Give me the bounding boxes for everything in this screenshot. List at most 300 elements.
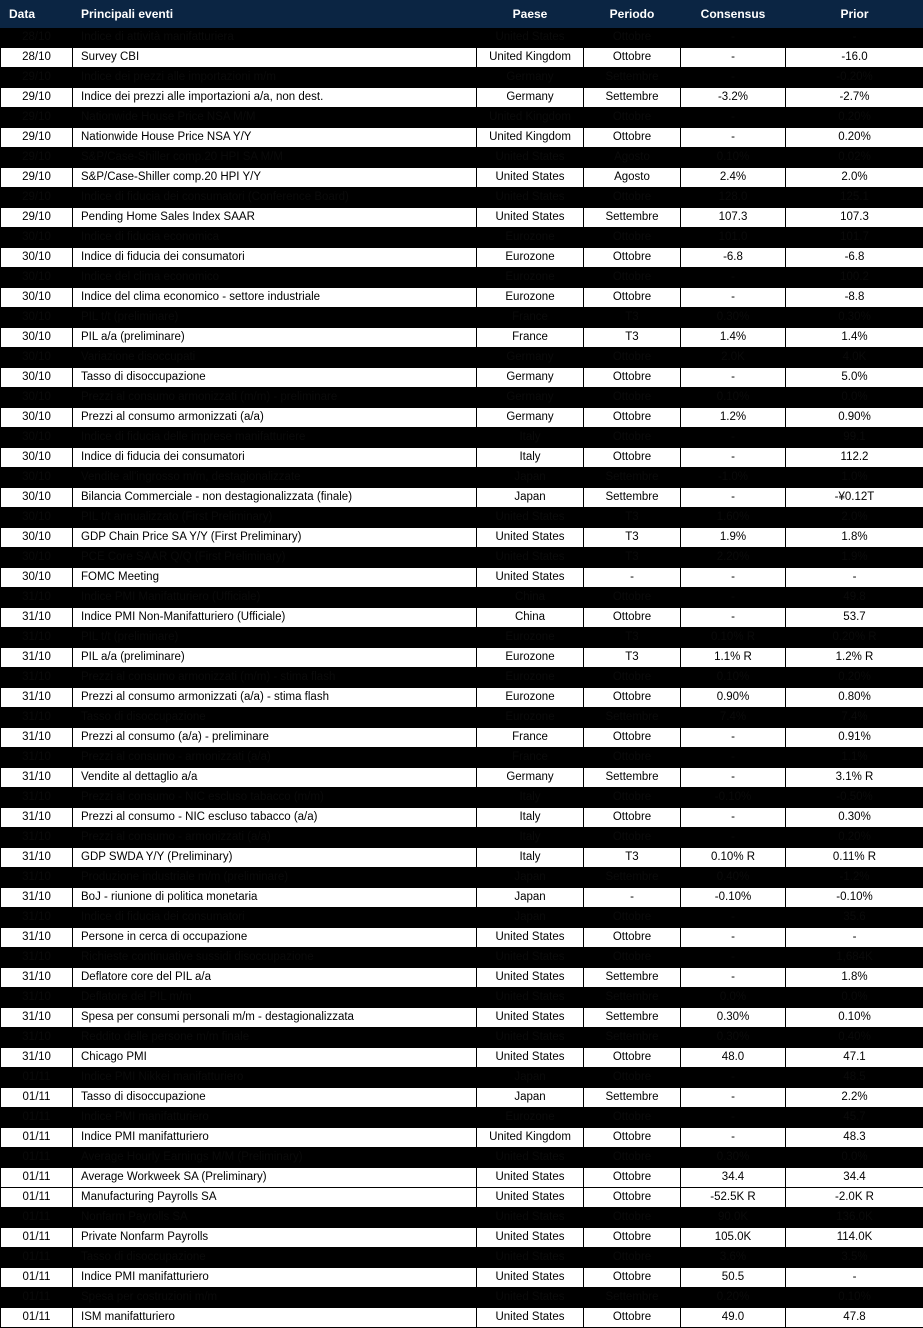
cell-prior: 1.1%	[786, 748, 923, 768]
cell-prior: 3.1% R	[786, 768, 923, 788]
cell-data: 30/10	[1, 388, 73, 408]
cell-event: Prezzi al consumo - armonizzati (a/a)	[73, 828, 477, 848]
cell-paese: Germany	[477, 768, 584, 788]
cell-event: PIL t/t annualizzato (First Preliminary)	[73, 508, 477, 528]
cell-consensus: -	[681, 448, 786, 468]
cell-data: 01/11	[1, 1268, 73, 1288]
cell-periodo: Ottobre	[584, 1208, 681, 1228]
cell-periodo: Ottobre	[584, 728, 681, 748]
cell-prior: -2.7%	[786, 88, 923, 108]
cell-prior: -1.2%	[786, 868, 923, 888]
cell-prior: 34.4	[786, 1168, 923, 1188]
cell-paese: United States	[477, 1228, 584, 1248]
table-row	[1, 568, 923, 588]
cell-event: Produzione industriale m/m (preliminare)	[73, 868, 477, 888]
cell-consensus: 128.0	[681, 188, 786, 208]
cell-prior: -0.20%	[786, 68, 923, 88]
table-row	[1, 1248, 923, 1268]
column-header-eventi: Principali eventi	[73, 1, 477, 28]
cell-data: 31/10	[1, 728, 73, 748]
cell-event: Survey CBI	[73, 48, 477, 68]
cell-data: 29/10	[1, 208, 73, 228]
cell-event: Prezzi al consumo armonizzati (m/m) - stima flash	[73, 668, 477, 688]
cell-event: Indice di attività manifatturiera	[73, 28, 477, 48]
cell-periodo: Ottobre	[584, 948, 681, 968]
cell-event: Tasso di disoccupazione	[73, 368, 477, 388]
cell-paese: Eurozone	[477, 708, 584, 728]
cell-periodo: Ottobre	[584, 48, 681, 68]
cell-data: 31/10	[1, 748, 73, 768]
cell-prior: -	[786, 28, 923, 48]
cell-prior: -	[786, 1268, 923, 1288]
table-row	[1, 948, 923, 968]
cell-data: 01/11	[1, 1228, 73, 1248]
cell-prior: 1.0%	[786, 468, 923, 488]
cell-consensus: -	[681, 748, 786, 768]
cell-prior: 48.5	[786, 1068, 923, 1088]
cell-consensus: 0.30%	[681, 308, 786, 328]
cell-periodo: Ottobre	[584, 688, 681, 708]
cell-data: 31/10	[1, 688, 73, 708]
cell-prior: -¥0.12T	[786, 488, 923, 508]
cell-prior: -0.50%	[786, 788, 923, 808]
table-row	[1, 1088, 923, 1108]
cell-prior: 2.2%	[786, 1088, 923, 1108]
cell-paese: United States	[477, 528, 584, 548]
cell-paese: Japan	[477, 908, 584, 928]
cell-event: Deflatore core del PIL a/a	[73, 968, 477, 988]
cell-data: 01/11	[1, 1068, 73, 1088]
cell-event: Indice di fiducia dei consumatori (Conference Board)	[73, 188, 477, 208]
cell-event: Prezzi al consumo armonizzati (a/a)	[73, 408, 477, 428]
cell-prior: 2.0%	[786, 508, 923, 528]
cell-event: PIL t/t (preliminare)	[73, 308, 477, 328]
table-row	[1, 388, 923, 408]
cell-periodo: Ottobre	[584, 1148, 681, 1168]
cell-event: Prezzi al consumo armonizzati (a/a) - stima flash	[73, 688, 477, 708]
table-row	[1, 128, 923, 148]
cell-paese: United States	[477, 1148, 584, 1168]
table-header	[1, 1, 923, 28]
table-row	[1, 68, 923, 88]
cell-data: 31/10	[1, 868, 73, 888]
cell-consensus: 0.30%	[681, 1148, 786, 1168]
cell-data: 31/10	[1, 668, 73, 688]
header-row	[1, 1, 923, 28]
cell-data: 30/10	[1, 288, 73, 308]
cell-data: 01/11	[1, 1148, 73, 1168]
cell-consensus: 1.2%	[681, 408, 786, 428]
cell-paese: Eurozone	[477, 628, 584, 648]
cell-data: 30/10	[1, 408, 73, 428]
cell-periodo: Ottobre	[584, 428, 681, 448]
cell-consensus: 1.4%	[681, 328, 786, 348]
cell-event: Chicago PMI	[73, 1048, 477, 1068]
table-row	[1, 48, 923, 68]
cell-event: GDP Chain Price SA Y/Y (First Preliminary)	[73, 528, 477, 548]
cell-consensus: -	[681, 568, 786, 588]
cell-data: 30/10	[1, 548, 73, 568]
cell-event: S&P/Case-Shiller comp.20 HPI Y/Y	[73, 168, 477, 188]
cell-data: 30/10	[1, 528, 73, 548]
cell-periodo: T3	[584, 328, 681, 348]
cell-event: Vendite all'ingrosso m/m, destagionalizzate	[73, 468, 477, 488]
cell-prior: 4.0K	[786, 348, 923, 368]
cell-paese: United States	[477, 1028, 584, 1048]
cell-paese: United States	[477, 188, 584, 208]
cell-data: 31/10	[1, 648, 73, 668]
cell-data: 29/10	[1, 168, 73, 188]
cell-periodo: Settembre	[584, 488, 681, 508]
cell-paese: China	[477, 608, 584, 628]
cell-consensus: -52.5K R	[681, 1188, 786, 1208]
cell-periodo: Ottobre	[584, 108, 681, 128]
cell-consensus: -	[681, 928, 786, 948]
table-row	[1, 1308, 923, 1328]
cell-consensus: -	[681, 128, 786, 148]
cell-data: 29/10	[1, 68, 73, 88]
cell-event: Average Workweek SA (Preliminary)	[73, 1168, 477, 1188]
cell-periodo: Ottobre	[584, 268, 681, 288]
cell-paese: France	[477, 328, 584, 348]
cell-consensus: 3.6%	[681, 1248, 786, 1268]
column-header-prior: Prior	[786, 1, 923, 28]
cell-data: 30/10	[1, 448, 73, 468]
cell-periodo: Ottobre	[584, 368, 681, 388]
cell-periodo: Ottobre	[584, 1108, 681, 1128]
cell-paese: Germany	[477, 68, 584, 88]
cell-data: 31/10	[1, 908, 73, 928]
cell-prior: 100.2	[786, 268, 923, 288]
cell-consensus: 7.4%	[681, 708, 786, 728]
cell-data: 31/10	[1, 848, 73, 868]
table-row	[1, 1168, 923, 1188]
cell-periodo: Agosto	[584, 148, 681, 168]
cell-paese: United States	[477, 148, 584, 168]
cell-consensus: -	[681, 608, 786, 628]
cell-consensus: 0.40%	[681, 868, 786, 888]
cell-periodo: Ottobre	[584, 788, 681, 808]
cell-event: Manufacturing Payrolls SA	[73, 1188, 477, 1208]
cell-consensus: -	[681, 28, 786, 48]
cell-paese: Italy	[477, 788, 584, 808]
cell-data: 30/10	[1, 308, 73, 328]
cell-event: PIL t/t (preliminare)	[73, 628, 477, 648]
cell-consensus: -	[681, 68, 786, 88]
cell-paese: Germany	[477, 348, 584, 368]
cell-event: FOMC Meeting	[73, 568, 477, 588]
cell-paese: United States	[477, 568, 584, 588]
table-row	[1, 168, 923, 188]
table-row	[1, 188, 923, 208]
cell-consensus: 0.10% R	[681, 628, 786, 648]
cell-event: Spesa per costruzioni m/m	[73, 1288, 477, 1308]
cell-paese: United Kingdom	[477, 1128, 584, 1148]
cell-event: Prezzi al consumo - NIC escluso tabacco (a/a)	[73, 808, 477, 828]
cell-paese: Japan	[477, 1088, 584, 1108]
cell-consensus: -	[681, 368, 786, 388]
cell-event: Indice dei prezzi alle importazioni m/m	[73, 68, 477, 88]
cell-data: 29/10	[1, 148, 73, 168]
cell-paese: Eurozone	[477, 228, 584, 248]
table-row	[1, 1028, 923, 1048]
cell-consensus: 0.90%	[681, 688, 786, 708]
cell-prior: 99.1	[786, 428, 923, 448]
cell-consensus: -	[681, 108, 786, 128]
cell-consensus: 105.0K	[681, 1228, 786, 1248]
cell-data: 30/10	[1, 248, 73, 268]
cell-prior: 136.0K	[786, 1208, 923, 1228]
cell-data: 31/10	[1, 828, 73, 848]
cell-periodo: Ottobre	[584, 808, 681, 828]
cell-paese: Italy	[477, 808, 584, 828]
cell-consensus: 0.30%	[681, 1028, 786, 1048]
cell-consensus: -	[681, 908, 786, 928]
cell-periodo: Ottobre	[584, 248, 681, 268]
cell-paese: Italy	[477, 428, 584, 448]
cell-data: 30/10	[1, 268, 73, 288]
cell-event: Prezzi al consumo - armonizzati (a/a)	[73, 748, 477, 768]
cell-prior: -16.0	[786, 48, 923, 68]
table-row	[1, 828, 923, 848]
cell-event: Indice PMI manifatturiero	[73, 1128, 477, 1148]
cell-paese: Italy	[477, 448, 584, 468]
cell-periodo: Settembre	[584, 988, 681, 1008]
cell-prior: 48.3	[786, 1128, 923, 1148]
table-row	[1, 208, 923, 228]
cell-data: 28/10	[1, 28, 73, 48]
cell-paese: Germany	[477, 368, 584, 388]
cell-paese: Japan	[477, 1068, 584, 1088]
cell-periodo: Ottobre	[584, 588, 681, 608]
cell-event: Nationwide House Price NSA M/M	[73, 108, 477, 128]
cell-consensus: -	[681, 1128, 786, 1148]
table-row	[1, 708, 923, 728]
cell-data: 31/10	[1, 1048, 73, 1068]
cell-paese: Japan	[477, 468, 584, 488]
column-header-consensus: Consensus	[681, 1, 786, 28]
cell-prior: 0.20% R	[786, 628, 923, 648]
cell-consensus: 2.0K	[681, 348, 786, 368]
cell-consensus: -	[681, 1108, 786, 1128]
table-row	[1, 288, 923, 308]
cell-paese: United States	[477, 968, 584, 988]
cell-periodo: Settembre	[584, 468, 681, 488]
cell-event: Indice dei prezzi alle importazioni a/a, non dest.	[73, 88, 477, 108]
cell-periodo: Ottobre	[584, 128, 681, 148]
cell-consensus: -6.8	[681, 248, 786, 268]
cell-event: Bilancia Commerciale - non destagionalizzata (finale)	[73, 488, 477, 508]
cell-prior: 49.8	[786, 588, 923, 608]
cell-event: Indice di fiducia dei consumatori	[73, 448, 477, 468]
cell-periodo: Settembre	[584, 1028, 681, 1048]
cell-consensus: 2.4%	[681, 168, 786, 188]
table-row	[1, 908, 923, 928]
table-row	[1, 768, 923, 788]
cell-data: 31/10	[1, 608, 73, 628]
cell-prior: -	[786, 928, 923, 948]
cell-data: 31/10	[1, 588, 73, 608]
table-row	[1, 328, 923, 348]
cell-paese: France	[477, 308, 584, 328]
cell-consensus: -	[681, 768, 786, 788]
cell-paese: United States	[477, 1188, 584, 1208]
cell-data: 01/11	[1, 1308, 73, 1328]
cell-periodo: Ottobre	[584, 388, 681, 408]
table-row	[1, 1048, 923, 1068]
cell-consensus: -	[681, 428, 786, 448]
cell-data: 01/11	[1, 1288, 73, 1308]
cell-prior: 0.30%	[786, 308, 923, 328]
cell-periodo: -	[584, 888, 681, 908]
cell-paese: United States	[477, 1248, 584, 1268]
cell-data: 31/10	[1, 1028, 73, 1048]
cell-periodo: Ottobre	[584, 668, 681, 688]
cell-prior: 0.20%	[786, 128, 923, 148]
cell-periodo: Ottobre	[584, 1048, 681, 1068]
cell-periodo: Settembre	[584, 1088, 681, 1108]
cell-prior: 1.8%	[786, 528, 923, 548]
cell-paese: United States	[477, 28, 584, 48]
table-row	[1, 668, 923, 688]
cell-event: Deflatore del PIL m/m	[73, 988, 477, 1008]
cell-prior: 47.8	[786, 1308, 923, 1328]
table-row	[1, 968, 923, 988]
cell-paese: United States	[477, 1168, 584, 1188]
cell-paese: United Kingdom	[477, 128, 584, 148]
cell-event: Tasso di disoccupazione	[73, 708, 477, 728]
cell-prior: 0.30%	[786, 808, 923, 828]
cell-periodo: T3	[584, 628, 681, 648]
table-row	[1, 268, 923, 288]
cell-event: Tasso di disoccupazione	[73, 1248, 477, 1268]
cell-periodo: -	[584, 568, 681, 588]
cell-consensus: -	[681, 268, 786, 288]
cell-paese: United States	[477, 1288, 584, 1308]
table-row	[1, 228, 923, 248]
cell-data: 01/11	[1, 1188, 73, 1208]
cell-event: Pending Home Sales Index SAAR	[73, 208, 477, 228]
cell-paese: Germany	[477, 388, 584, 408]
cell-event: Nonfarm Payrolls SA	[73, 1208, 477, 1228]
cell-prior: 0.20%	[786, 108, 923, 128]
cell-data: 31/10	[1, 988, 73, 1008]
cell-consensus: 101.0	[681, 228, 786, 248]
cell-paese: China	[477, 588, 584, 608]
cell-paese: Eurozone	[477, 248, 584, 268]
cell-periodo: T3	[584, 528, 681, 548]
cell-paese: Eurozone	[477, 648, 584, 668]
cell-prior: 1,684K	[786, 948, 923, 968]
cell-paese: United States	[477, 988, 584, 1008]
cell-data: 31/10	[1, 1008, 73, 1028]
cell-periodo: Settembre	[584, 1288, 681, 1308]
cell-consensus: 50.5	[681, 1268, 786, 1288]
cell-data: 28/10	[1, 48, 73, 68]
cell-data: 01/11	[1, 1248, 73, 1268]
cell-paese: Germany	[477, 408, 584, 428]
cell-event: Indice di fiducia dei consumatori	[73, 248, 477, 268]
cell-consensus: 0.20%	[681, 1288, 786, 1308]
cell-periodo: T3	[584, 308, 681, 328]
table-row	[1, 1188, 923, 1208]
cell-event: S&P/Case-Shiller comp.20 HPI SA M/M	[73, 148, 477, 168]
cell-prior: -6.8	[786, 248, 923, 268]
table-row	[1, 888, 923, 908]
cell-paese: Japan	[477, 868, 584, 888]
cell-paese: Eurozone	[477, 268, 584, 288]
table-row	[1, 1208, 923, 1228]
cell-event: Persone in cerca di occupazione	[73, 928, 477, 948]
cell-data: 29/10	[1, 188, 73, 208]
table-row	[1, 528, 923, 548]
cell-data: 29/10	[1, 128, 73, 148]
cell-periodo: Ottobre	[584, 448, 681, 468]
cell-paese: Japan	[477, 488, 584, 508]
cell-prior: 0.0%	[786, 388, 923, 408]
table-row	[1, 1008, 923, 1028]
cell-event: BoJ - riunione di politica monetaria	[73, 888, 477, 908]
table-row	[1, 588, 923, 608]
cell-prior: 1.4%	[786, 328, 923, 348]
cell-consensus: 107.3	[681, 208, 786, 228]
cell-event: Indice PMI Non-Manifatturiero (Ufficiale)	[73, 608, 477, 628]
table-row	[1, 408, 923, 428]
cell-event: Indice del clima economico - settore industriale	[73, 288, 477, 308]
cell-event: Indice PMI manifatturiero	[73, 1268, 477, 1288]
table-row	[1, 748, 923, 768]
cell-consensus: -	[681, 948, 786, 968]
cell-consensus: -	[681, 488, 786, 508]
cell-prior: 114.0K	[786, 1228, 923, 1248]
cell-prior: 2.0%	[786, 168, 923, 188]
table-row	[1, 368, 923, 388]
cell-prior: 101.7	[786, 228, 923, 248]
column-header-data: Data	[1, 1, 73, 28]
cell-periodo: Settembre	[584, 1008, 681, 1028]
table-row	[1, 348, 923, 368]
cell-data: 29/10	[1, 108, 73, 128]
cell-consensus: -	[681, 728, 786, 748]
cell-consensus: -	[681, 1068, 786, 1088]
cell-prior: 35.6	[786, 908, 923, 928]
cell-event: Vendite al dettaglio a/a	[73, 768, 477, 788]
cell-prior: 1.2% R	[786, 648, 923, 668]
cell-prior: 7.4%	[786, 708, 923, 728]
cell-consensus: 34.4	[681, 1168, 786, 1188]
cell-consensus: -	[681, 968, 786, 988]
table-row	[1, 808, 923, 828]
cell-periodo: Ottobre	[584, 748, 681, 768]
cell-event: Variazione disoccupati	[73, 348, 477, 368]
cell-prior: 1.8%	[786, 968, 923, 988]
cell-data: 01/11	[1, 1128, 73, 1148]
cell-consensus: -	[681, 828, 786, 848]
cell-prior: 0.40%	[786, 1028, 923, 1048]
cell-periodo: Ottobre	[584, 828, 681, 848]
table-row	[1, 928, 923, 948]
cell-consensus: 0.0%	[681, 988, 786, 1008]
cell-paese: United States	[477, 508, 584, 528]
column-header-paese: Paese	[477, 1, 584, 28]
cell-consensus: 0.10%	[681, 388, 786, 408]
cell-prior: -8.8	[786, 288, 923, 308]
cell-data: 31/10	[1, 948, 73, 968]
cell-consensus: -0.10%	[681, 788, 786, 808]
table-row	[1, 28, 923, 48]
cell-paese: United States	[477, 1208, 584, 1228]
cell-paese: United Kingdom	[477, 108, 584, 128]
